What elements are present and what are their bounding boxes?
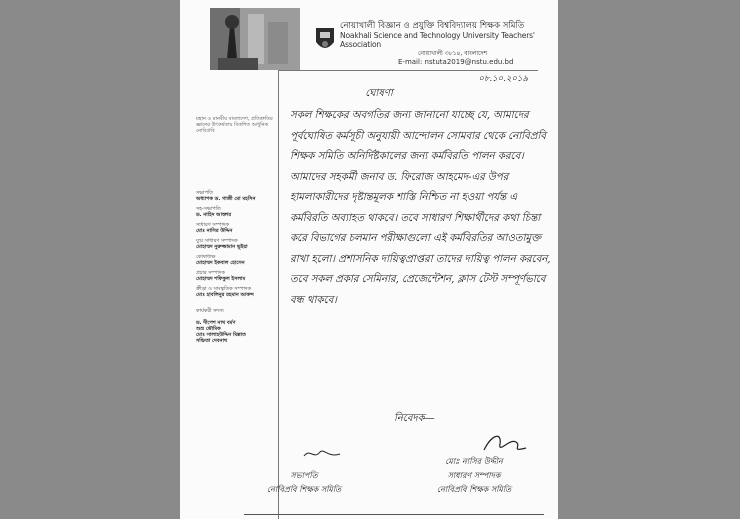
signature-right — [404, 451, 544, 497]
org-email: E-mail: nstuta2019@nstu.edu.bd — [398, 58, 514, 66]
committee-member: কোষাধ্যক্ষ মোহাম্মদ ইকবাল হোসেন — [196, 254, 245, 266]
org-name-en: Noakhali Science and Technology University Teachers' Association — [340, 31, 535, 49]
university-logo-icon — [314, 24, 336, 54]
footer-rule — [244, 514, 544, 515]
header-artwork — [188, 0, 308, 74]
signature-left-role: সভাপতি — [290, 471, 318, 480]
letter-body: সকল শিক্ষকের অবগতির জন্য জানানো যাচ্ছে যে, আমাদের পূর্বঘোষিত কর্মসূচী অনুযায়ী আন্দোলন সোমবার থেকে নোবিপ্রবি শিক্ষক সমিতি অনির্দিষ্টকালের জন্য কর্মবিরতি পালন করবে। আমাদের সহকর্মী জনাব ড. ফিরোজ আহমেদ-এর উপর হামলাকারীদের দৃষ্টান্তমূলক শাস্তি নিশ্চিত না হওয়া পর্যন্ত এ কর্মবিরতি অব্যাহত থাকবে। তবে সাধারণ শিক্ষার্থীদের কথা চিন্তা করে বিভাগের চলমান পরীক্ষাগুলো এই কর্মবিরতির আওতামুক্ত রাখা হলো। প্রশাসনিক দায়িত্বপ্রাপ্তরা তাদের দায়িত্ব পালন করবেন, তবে সকল প্রকার সেমিনার, প্রেজেন্টেশন, ক্লাস টেস্ট সম্পূর্ণভাবে বন্ধ থাকবে। — [290, 109, 551, 306]
signature-right-org: নোবিপ্রবি শিক্ষক সমিতি — [436, 485, 512, 494]
org-name-bn: নোয়াখালী বিজ্ঞান ও প্রযুক্তি বিশ্ববিদ্যালয় শিক্ষক সমিতি — [340, 21, 525, 31]
committee-member: সভাপতি অধ্যাপক ড. গাজী মো মহসিন — [196, 190, 256, 202]
letter-closing: নিবেদক— — [394, 413, 435, 424]
committee-member: প্রচার সম্পাদক মোহাম্মদ শফিকুল ইসলাম — [196, 270, 246, 282]
motto: মহান ও মানবীয় বাংলাদেশ, প্রতিশ্রুতির জ্ঞানের উৎকর্ষতায় বিকশিত আধুনিক নোবিপ্রবি — [196, 116, 273, 134]
letter-title: ঘোষণা — [365, 88, 393, 99]
header-rule — [278, 70, 538, 71]
letter-date: ০৮.১০.২০১৯ — [478, 74, 528, 84]
letter — [284, 74, 554, 310]
committee-member: সাধারণ সম্পাদক মোঃ নাসির উদ্দিন — [196, 222, 233, 234]
committee-member: ক্রীড়া ও সাংস্কৃতিক সম্পাদক মোঃ হাবলিনুর রহমান আকন্দ — [196, 286, 254, 298]
signature-left-org: নোবিপ্রবি শিক্ষক সমিতি — [266, 485, 342, 494]
committee-member: কার্যকরী সদস্য ড. দীপেশ নাথ বর্মণ শুভ্র ভৌমিক মোঃ সালাহউদ্দিন মিল্লাত সঞ্চিতা দেবনাথ — [196, 308, 246, 344]
org-address: নোয়াখালী ৩৮১৪, বাংলাদেশ — [418, 50, 488, 57]
signature-left — [244, 451, 364, 497]
signature-right-role: সাধারণ সম্পাদক — [447, 471, 501, 480]
header-text — [340, 22, 550, 67]
committee-member: সহ-সভাপতি ড. নাহিদ আক্তার — [196, 206, 232, 218]
committee-member: যুগ্ম সাধারণ সম্পাদক মোহাম্মদ নুরুজ্জামান ভূইয়া — [196, 238, 248, 250]
document-page — [180, 0, 558, 519]
signature-right-name: মোঃ নাসির উদ্দীন — [445, 457, 503, 466]
